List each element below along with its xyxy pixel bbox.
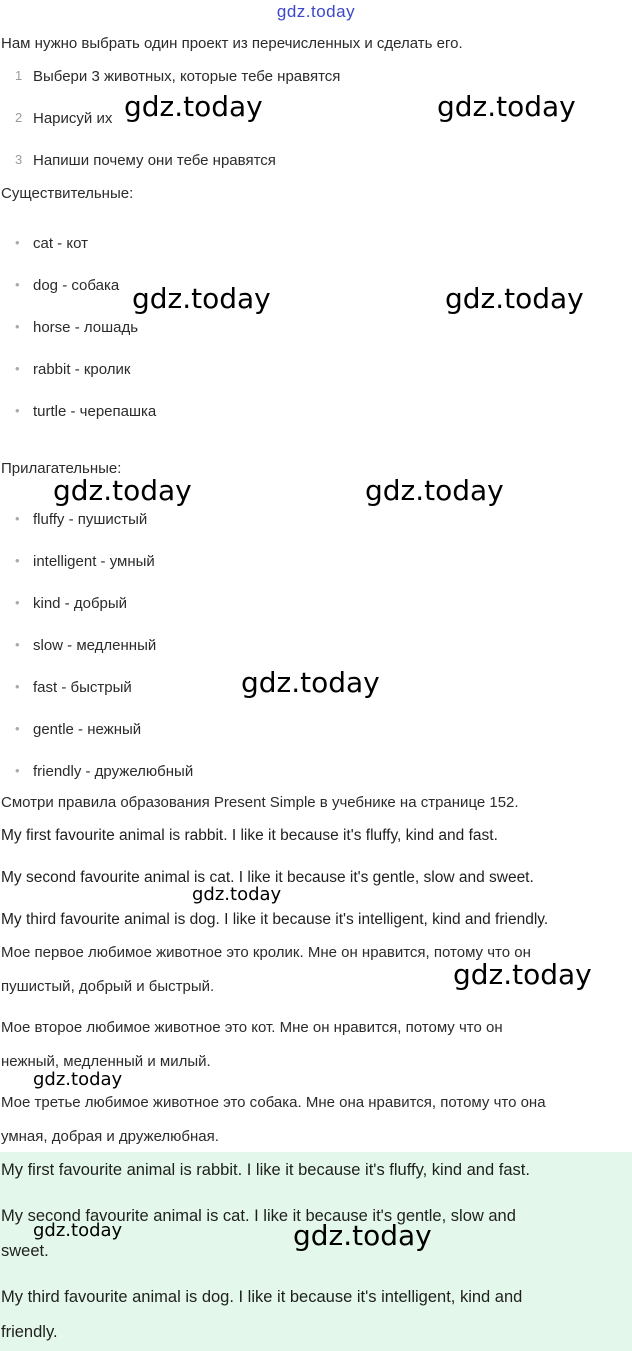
watermark: gdz.today <box>241 666 380 699</box>
adjective-item: intelligent - умный <box>33 553 155 570</box>
russian-sentence-3-line-1: Мое третье любимое животное это собака. Мне она нравится, потому что она <box>1 1094 546 1111</box>
russian-sentence-1-line-2: пушистый, добрый и быстрый. <box>1 978 215 995</box>
english-sentence-3: My third favourite animal is dog. I like it because it's intelligent, kind and friendly. <box>1 911 549 928</box>
step-number: 2 <box>15 110 23 125</box>
russian-sentence-2-line-2: нежный, медленный и милый. <box>1 1053 211 1070</box>
adjective-item: gentle - нежный <box>33 721 142 738</box>
noun-item: rabbit - кролик <box>33 361 131 378</box>
answer-sentence-2-line-2: sweet. <box>1 1242 49 1260</box>
step-text: Напиши почему они тебе нравятся <box>33 152 276 169</box>
answer-sentence-3-line-2: friendly. <box>1 1323 58 1341</box>
answer-sentence-1: My first favourite animal is rabbit. I like it because it's fluffy, kind and fast. <box>1 1161 530 1179</box>
watermark: gdz.today <box>445 282 584 315</box>
step-text: Выбери 3 животных, которые тебе нравятся <box>33 68 341 85</box>
russian-sentence-1-line-1: Мое первое любимое животное это кролик. Мне он нравится, потому что он <box>1 944 531 961</box>
answer-sentence-2-line-1: My second favourite animal is cat. I like it because it's gentle, slow and <box>1 1207 516 1225</box>
english-sentence-1: My first favourite animal is rabbit. I like it because it's fluffy, kind and fast. <box>1 827 498 844</box>
bullet-icon: • <box>15 361 20 376</box>
bullet-icon: • <box>15 679 20 694</box>
step-number: 1 <box>15 68 23 83</box>
noun-item: cat - кот <box>33 235 88 252</box>
bullet-icon: • <box>15 763 20 778</box>
nouns-heading: Существительные: <box>1 185 134 202</box>
bullet-icon: • <box>15 277 20 292</box>
adjective-item: fluffy - пушистый <box>33 511 148 528</box>
adjective-item: slow - медленный <box>33 637 157 654</box>
rule-note: Смотри правила образования Present Simple в учебнике на странице 152. <box>1 794 519 811</box>
intro-text: Нам нужно выбрать один проект из перечисленных и сделать его. <box>1 35 463 52</box>
noun-item: dog - собака <box>33 277 120 294</box>
answer-sentence-3-line-1: My third favourite animal is dog. I like it because it's intelligent, kind and <box>1 1288 523 1306</box>
watermark: gdz.today <box>437 90 576 123</box>
adjective-item: friendly - дружелюбный <box>33 763 194 780</box>
noun-item: turtle - черепашка <box>33 403 157 420</box>
watermark: gdz.today <box>293 1219 432 1252</box>
watermark: gdz.today <box>365 474 504 507</box>
adjective-item: kind - добрый <box>33 595 128 612</box>
english-sentence-2: My second favourite animal is cat. I like it because it's gentle, slow and sweet. <box>1 869 534 886</box>
russian-sentence-3-line-2: умная, добрая и дружелюбная. <box>1 1128 219 1145</box>
watermark: gdz.today <box>132 282 271 315</box>
noun-item: horse - лошадь <box>33 319 139 336</box>
adjectives-heading: Прилагательные: <box>1 460 122 477</box>
step-text: Нарисуй их <box>33 110 113 127</box>
russian-sentence-2-line-1: Мое второе любимое животное это кот. Мне он нравится, потому что он <box>1 1019 503 1036</box>
bullet-icon: • <box>15 403 20 418</box>
watermark: gdz.today <box>192 884 282 905</box>
watermark: gdz.today <box>53 474 192 507</box>
bullet-icon: • <box>15 553 20 568</box>
bullet-icon: • <box>15 235 20 250</box>
bullet-icon: • <box>15 637 20 652</box>
adjective-item: fast - быстрый <box>33 679 132 696</box>
watermark: gdz.today <box>33 1220 123 1241</box>
watermark: gdz.today <box>33 1069 123 1090</box>
bullet-icon: • <box>15 319 20 334</box>
bullet-icon: • <box>15 511 20 526</box>
bullet-icon: • <box>15 721 20 736</box>
step-number: 3 <box>15 152 23 167</box>
watermark: gdz.today <box>453 958 592 991</box>
top-watermark: gdz.today <box>276 2 356 21</box>
bullet-icon: • <box>15 595 20 610</box>
watermark: gdz.today <box>124 90 263 123</box>
